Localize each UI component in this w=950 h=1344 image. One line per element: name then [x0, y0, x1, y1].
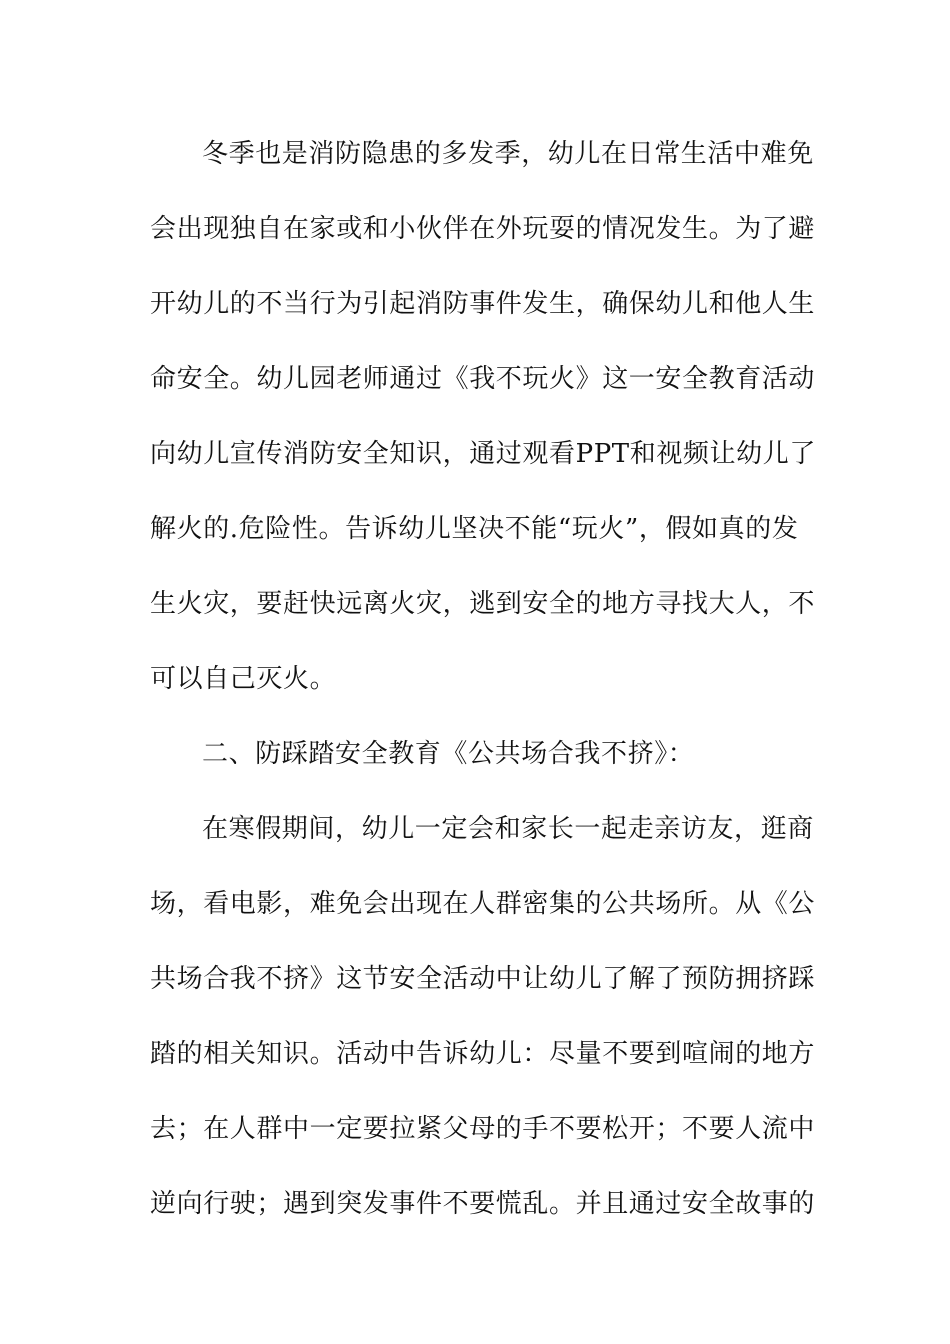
paragraph-line: 共场合我不挤》这节安全活动中让幼儿了解了预防拥挤踩 — [150, 964, 816, 994]
paragraph-line: 冬季也是消防隐患的多发季，幼儿在日常生活中难免 — [202, 139, 814, 169]
paragraph-line: 在寒假期间，幼儿一定会和家长一起走亲访友，逛商 — [202, 814, 814, 844]
paragraph-line: 向幼儿宣传消防安全知识，通过观看PPT和视频让幼儿了 — [150, 439, 816, 469]
paragraph-line: 可以自己灭火。 — [150, 664, 337, 694]
paragraph-line: 逆向行驶；遇到突发事件不要慌乱。并且通过安全故事的 — [150, 1189, 816, 1219]
paragraph-line: 解火的.危险性。告诉幼儿坚决不能“玩火”，假如真的发 — [150, 514, 799, 544]
paragraph-line: 踏的相关知识。活动中告诉幼儿：尽量不要到喧闹的地方 — [150, 1039, 816, 1069]
paragraph-line: 场，看电影，难免会出现在人群密集的公共场所。从《公 — [150, 889, 816, 919]
section-heading: 二、防踩踏安全教育《公共场合我不挤》： — [202, 739, 695, 769]
paragraph-line: 去；在人群中一定要拉紧父母的手不要松开；不要人流中 — [150, 1114, 816, 1144]
paragraph-line: 命安全。幼儿园老师通过《我不玩火》这一安全教育活动 — [150, 364, 816, 394]
paragraph-line: 开幼儿的不当行为引起消防事件发生，确保幼儿和他人生 — [150, 289, 816, 319]
paragraph-line: 生火灾，要赶快远离火灾，逃到安全的地方寻找大人，不 — [150, 589, 816, 619]
paragraph-line: 会出现独自在家或和小伙伴在外玩耍的情况发生。为了避 — [150, 214, 816, 244]
